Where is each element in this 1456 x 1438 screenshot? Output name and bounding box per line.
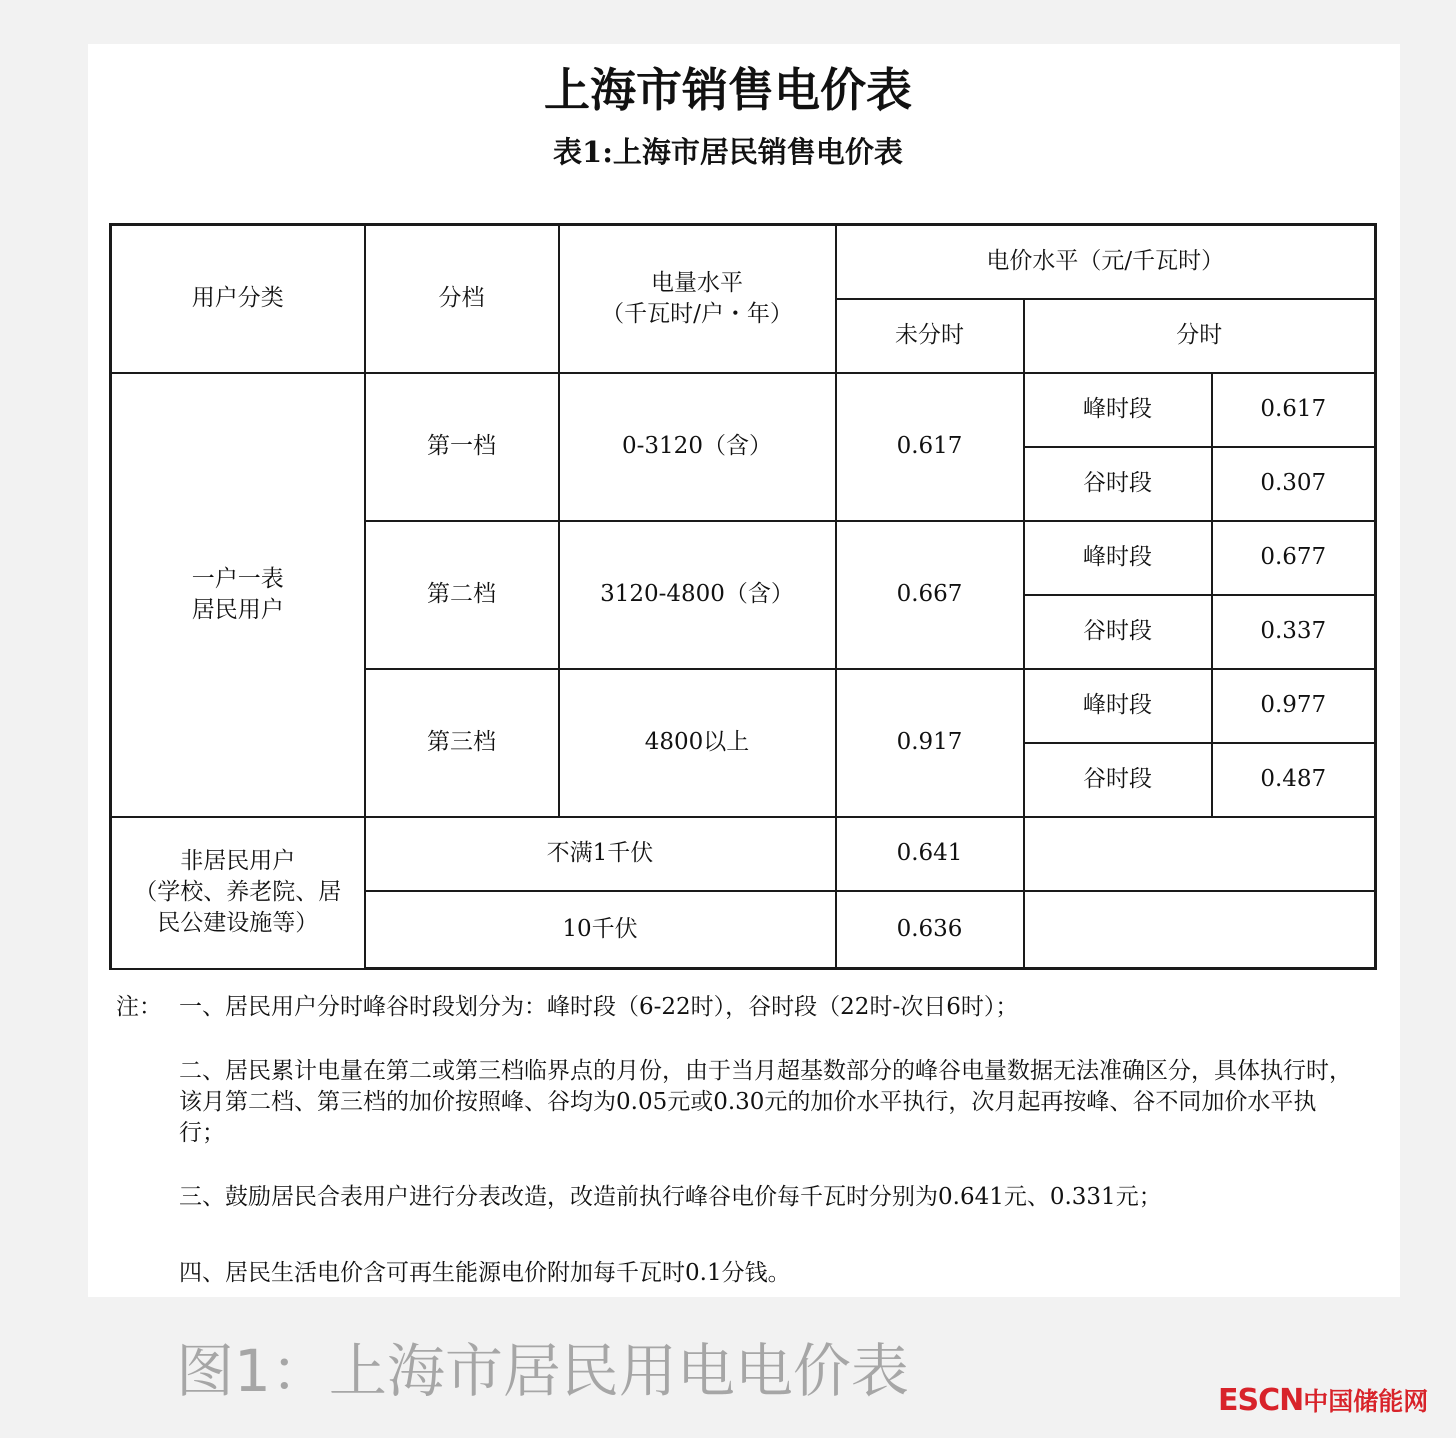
empty-tou-cell xyxy=(1024,817,1376,891)
tier-range: 4800以上 xyxy=(559,669,836,817)
valley-label: 谷时段 xyxy=(1024,447,1212,521)
table-subtitle: 表1:上海市居民销售电价表 xyxy=(553,135,903,169)
non-residential-label-line: 非居民用户 xyxy=(180,848,296,874)
price-table xyxy=(109,223,1377,970)
peak-label: 峰时段 xyxy=(1024,521,1212,595)
usage-level-label: 电量水平 xyxy=(651,269,743,296)
header-tier: 分档 xyxy=(365,225,559,373)
table-row xyxy=(111,373,1376,447)
residential-label xyxy=(111,373,365,817)
header-usage-level xyxy=(559,225,836,373)
tier-name: 第一档 xyxy=(365,373,559,521)
tier-flat-price: 0.667 xyxy=(836,521,1024,669)
escn-logo xyxy=(1218,1381,1428,1421)
non-residential-label-line: （学校、养老院、居 xyxy=(134,879,342,905)
note-text: 一、居民用户分时峰谷时段划分为：峰时段（6-22时），谷时段（22时-次日6时）； xyxy=(179,994,1019,1020)
note-text: 三、鼓励居民合表用户进行分表改造，改造前执行峰谷电价每千瓦时分别为0.641元、0.331元； xyxy=(179,1184,1162,1210)
figure-caption: 图1：上海市居民用电电价表 xyxy=(176,1337,909,1405)
document-title: 上海市销售电价表 xyxy=(544,63,912,117)
non-residential-label xyxy=(111,817,365,969)
note-text: 四、居民生活电价含可再生能源电价附加每千瓦时0.1分钱。 xyxy=(179,1260,791,1286)
valley-price: 0.487 xyxy=(1212,743,1376,817)
valley-price: 0.337 xyxy=(1212,595,1376,669)
tier-flat-price: 0.617 xyxy=(836,373,1024,521)
tier-range: 3120-4800（含） xyxy=(559,521,836,669)
header-user-type: 用户分类 xyxy=(111,225,365,373)
peak-price: 0.677 xyxy=(1212,521,1376,595)
valley-label: 谷时段 xyxy=(1024,595,1212,669)
table-row xyxy=(111,817,1376,891)
header-flat: 未分时 xyxy=(836,299,1024,373)
valley-label: 谷时段 xyxy=(1024,743,1212,817)
note-text: 二、居民累计电量在第二或第三档临界点的月份，由于当月超基数部分的峰谷电量数据无法准确区分，具体执行时，该月第二档、第三档的加价按照峰、谷均为0.05元或0.30元的加价水平执行，次月起再按峰、谷不同加价水平执行； xyxy=(179,1058,1352,1146)
peak-price: 0.617 xyxy=(1212,373,1376,447)
usage-level-unit: （千瓦时/户・年） xyxy=(601,300,793,327)
header-tou: 分时 xyxy=(1024,299,1376,373)
tier-name: 第二档 xyxy=(365,521,559,669)
logo-cn: 中国储能网 xyxy=(1303,1387,1429,1416)
header-row-1 xyxy=(111,225,1376,299)
notes-prefix: 注： xyxy=(116,994,162,1020)
tier-name: 第三档 xyxy=(365,669,559,817)
voltage-level: 10千伏 xyxy=(365,891,836,969)
valley-price: 0.307 xyxy=(1212,447,1376,521)
logo-en: ESCN xyxy=(1218,1383,1304,1418)
peak-price: 0.977 xyxy=(1212,669,1376,743)
peak-label: 峰时段 xyxy=(1024,373,1212,447)
non-residential-label-line: 民公建设施等） xyxy=(157,910,319,936)
tier-range: 0-3120（含） xyxy=(559,373,836,521)
non-residential-flat-price: 0.641 xyxy=(836,817,1024,891)
residential-label-line: 一户一表 xyxy=(191,565,284,592)
peak-label: 峰时段 xyxy=(1024,669,1212,743)
empty-tou-cell xyxy=(1024,891,1376,969)
voltage-level: 不满1千伏 xyxy=(365,817,836,891)
non-residential-flat-price: 0.636 xyxy=(836,891,1024,969)
tier-flat-price: 0.917 xyxy=(836,669,1024,817)
header-price-level: 电价水平（元/千瓦时） xyxy=(836,225,1376,299)
residential-label-line: 居民用户 xyxy=(191,596,284,623)
